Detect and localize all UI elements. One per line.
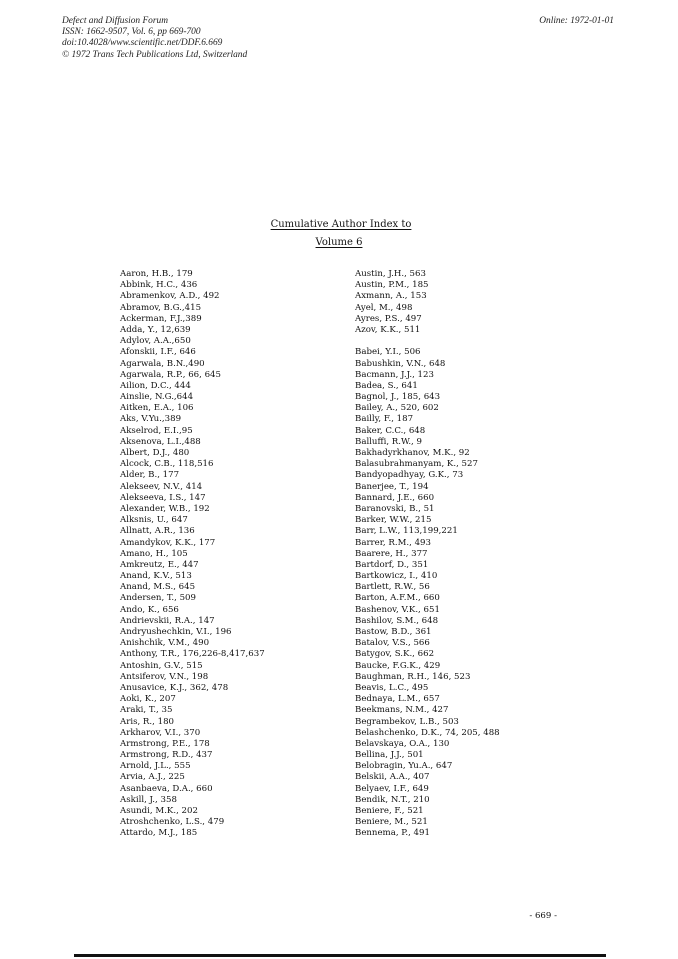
index-entry: Arnold, J.L., 555 xyxy=(120,761,191,772)
author-index-left-column xyxy=(120,269,265,840)
index-entry: Barrer, R.M., 493 xyxy=(355,537,431,548)
index-entry: Amkreutz, E., 447 xyxy=(120,559,199,570)
index-entry: Babei, Y.I., 506 xyxy=(355,347,421,358)
journal-name: Defect and Diffusion Forum xyxy=(62,16,168,26)
index-entry: Asanbaeva, D.A., 660 xyxy=(120,783,213,794)
page-number: - 669 - xyxy=(529,911,557,921)
index-entry: Amano, H., 105 xyxy=(120,548,188,559)
index-entry: Allnatt, A.R., 136 xyxy=(120,526,195,537)
index-entry: Azov, K.K., 511 xyxy=(355,324,421,335)
index-entry: Anand, M.S., 645 xyxy=(120,582,196,593)
index-entry: Antsiferov, V.N., 198 xyxy=(120,671,209,682)
index-entry: Askill, J., 358 xyxy=(120,794,177,805)
index-entry: Arvia, A.J., 225 xyxy=(120,772,185,783)
index-entry: Bashenov, V.K., 651 xyxy=(355,604,440,615)
index-entry: Ailion, D.C., 444 xyxy=(120,380,191,391)
index-entry: Bacmann, J.J., 123 xyxy=(355,369,434,380)
index-entry: Badea, S., 641 xyxy=(355,380,418,391)
index-entry: Akselrod, E.I.,95 xyxy=(120,425,193,436)
index-entry: Aoki, K., 207 xyxy=(120,694,176,705)
index-entry: Andersen, T., 509 xyxy=(120,593,196,604)
index-entry: Antoshin, G.V., 515 xyxy=(120,660,203,671)
index-entry: Bastow, B.D., 361 xyxy=(355,627,432,637)
index-entry: Axmann, A., 153 xyxy=(355,291,427,302)
index-entry: Baucke, F.G.K., 429 xyxy=(355,660,441,671)
index-entry: Abbink, H.C., 436 xyxy=(120,280,198,291)
index-entry: Bartkowicz, I., 410 xyxy=(355,571,438,582)
index-entry: Beniere, F., 521 xyxy=(355,806,424,816)
index-entry: Andrievskii, R.A., 147 xyxy=(120,615,215,626)
index-entry: Anand, K.V., 513 xyxy=(120,571,192,582)
index-entry: Anishchik, V.M., 490 xyxy=(120,638,210,649)
index-entry: Belskii, A.A., 407 xyxy=(355,772,430,783)
online-date: Online: 1972-01-01 xyxy=(539,16,614,26)
index-entry: Barker, W.W., 215 xyxy=(355,515,432,526)
index-entry: Armstrong, P.E., 178 xyxy=(120,738,210,749)
index-entry: Ayres, P.S., 497 xyxy=(355,313,422,324)
index-entry: Babushkin, V.N., 648 xyxy=(355,358,446,369)
index-entry: Bellina, J.J., 501 xyxy=(355,750,424,761)
index-entry: Banerjee, T., 194 xyxy=(355,481,429,492)
doi-line: doi:10.4028/www.scientific.net/DDF.6.669 xyxy=(62,38,223,49)
index-entry: Austin, J.H., 563 xyxy=(355,269,426,279)
index-entry: Attardo, M.J., 185 xyxy=(120,828,198,839)
index-entry: Belavskaya, O.A., 130 xyxy=(355,738,450,749)
index-entry: Aaron, H.B., 179 xyxy=(120,269,193,279)
index-entry: Atroshchenko, L.S., 479 xyxy=(120,817,225,828)
issn-line: ISSN: 1662-9507, Vol. 6, pp 669-700 xyxy=(62,27,201,38)
author-index-right-column xyxy=(355,269,500,840)
index-entry: Balluffi, R.W., 9 xyxy=(355,436,422,447)
index-entry: Aksenova, L.I.,488 xyxy=(120,436,201,447)
index-entry: Alcock, C.B., 118,516 xyxy=(120,459,214,470)
index-entry: Andryushechkin, V.I., 196 xyxy=(120,627,232,637)
index-entry: Bandyopadhyay, G.K., 73 xyxy=(355,470,464,481)
index-entry: Bannard, J.E., 660 xyxy=(355,492,435,503)
index-entry: Anusavice, K.J., 362, 478 xyxy=(120,682,229,693)
index-entry: Bagnol, J., 185, 643 xyxy=(355,392,441,403)
index-entry: Batalov, V.S., 566 xyxy=(355,638,430,649)
index-volume: Volume 6 xyxy=(315,237,363,248)
index-entry: Abramov, B.G.,415 xyxy=(120,302,202,313)
index-entry: Bailey, A., 520, 602 xyxy=(355,403,439,414)
index-entry: Adylov, A.A.,650 xyxy=(120,336,191,347)
index-entry: Bakhadyrkhanov, M.K., 92 xyxy=(355,448,470,458)
index-entry: Aris, R., 180 xyxy=(120,716,175,727)
index-entry: Barton, A.F.M., 660 xyxy=(355,593,440,604)
index-entry: Aks, V.Yu.,389 xyxy=(120,414,182,425)
journal-citation-block xyxy=(62,16,247,61)
index-entry: Belashchenko, D.K., 74, 205, 488 xyxy=(355,727,500,738)
index-entry: Batygov, S.K., 662 xyxy=(355,649,435,660)
index-entry: Araki, T., 35 xyxy=(120,705,173,716)
index-entry: Alksnis, U., 647 xyxy=(120,515,188,526)
index-entry: Ando, K., 656 xyxy=(120,604,179,615)
index-entry: Asundi, M.K., 202 xyxy=(120,806,198,816)
index-entry: Bailly, F., 187 xyxy=(355,414,414,425)
copyright-line: © 1972 Trans Tech Publications Ltd, Switzerland xyxy=(62,49,248,60)
index-entry: Beavis, L.C., 495 xyxy=(355,682,429,693)
index-entry: Bashilov, S.M., 648 xyxy=(355,615,439,626)
index-entry: Alder, B., 177 xyxy=(120,470,180,481)
index-entry: Agarwala, B.N.,490 xyxy=(120,358,205,369)
index-entry: Bennema, P., 491 xyxy=(355,828,430,839)
index-entry: Abramenkov, A.D., 492 xyxy=(120,291,220,302)
index-entry: Baarere, H., 377 xyxy=(355,548,428,559)
index-entry: Belobragin, Yu.A., 647 xyxy=(355,761,453,772)
index-entry: Baker, C.C., 648 xyxy=(355,425,426,436)
index-entry: Afonskii, I.F., 646 xyxy=(120,347,196,358)
index-entry: Alekseeva, I.S., 147 xyxy=(120,492,206,503)
index-entry: Adda, Y., 12,639 xyxy=(120,324,191,335)
index-entry: Austin, P.M., 185 xyxy=(355,280,429,291)
index-entry: Agarwala, R.P., 66, 645 xyxy=(120,369,221,380)
index-entry: Bartdorf, D., 351 xyxy=(355,559,429,570)
index-entry: Ayel, M., 498 xyxy=(355,302,413,313)
index-entry: Anthony, T.R., 176,226-8,417,637 xyxy=(120,649,265,660)
index-entry: Alexander, W.B., 192 xyxy=(120,503,210,514)
index-entry: Bendik, N.T., 210 xyxy=(355,794,430,805)
index-entry: Belyaev, I.F., 649 xyxy=(355,783,429,794)
index-entry: Baughman, R.H., 146, 523 xyxy=(355,671,471,682)
index-title: Cumulative Author Index to xyxy=(270,219,412,230)
index-entry: Balasubrahmanyam, K., 527 xyxy=(355,459,478,470)
index-entry: Begrambekov, L.B., 503 xyxy=(355,716,459,727)
index-entry: Arkharov, V.I., 370 xyxy=(120,727,201,738)
index-entry: Bartlett, R.W., 56 xyxy=(355,582,430,593)
index-entry: Armstrong, R.D., 437 xyxy=(120,750,213,761)
bottom-rule xyxy=(74,954,606,957)
index-entry: Alekseev, N.V., 414 xyxy=(120,481,203,492)
index-entry: Beniere, M., 521 xyxy=(355,817,428,828)
index-entry: Amandykov, K.K., 177 xyxy=(120,537,216,548)
index-entry: Albert, D.J., 480 xyxy=(120,448,190,458)
index-entry: Beekmans, N.M., 427 xyxy=(355,705,449,716)
index-entry: Baranovski, B., 51 xyxy=(355,503,435,514)
index-entry: Bednaya, L.M., 657 xyxy=(355,694,440,705)
index-entry: Barr, L.W., 113,199,221 xyxy=(355,526,458,537)
index-entry: Aitken, E.A., 106 xyxy=(120,403,194,414)
index-entry: Ackerman, F.J.,389 xyxy=(120,313,202,324)
index-entry: Ainslie, N.G.,644 xyxy=(120,392,194,403)
